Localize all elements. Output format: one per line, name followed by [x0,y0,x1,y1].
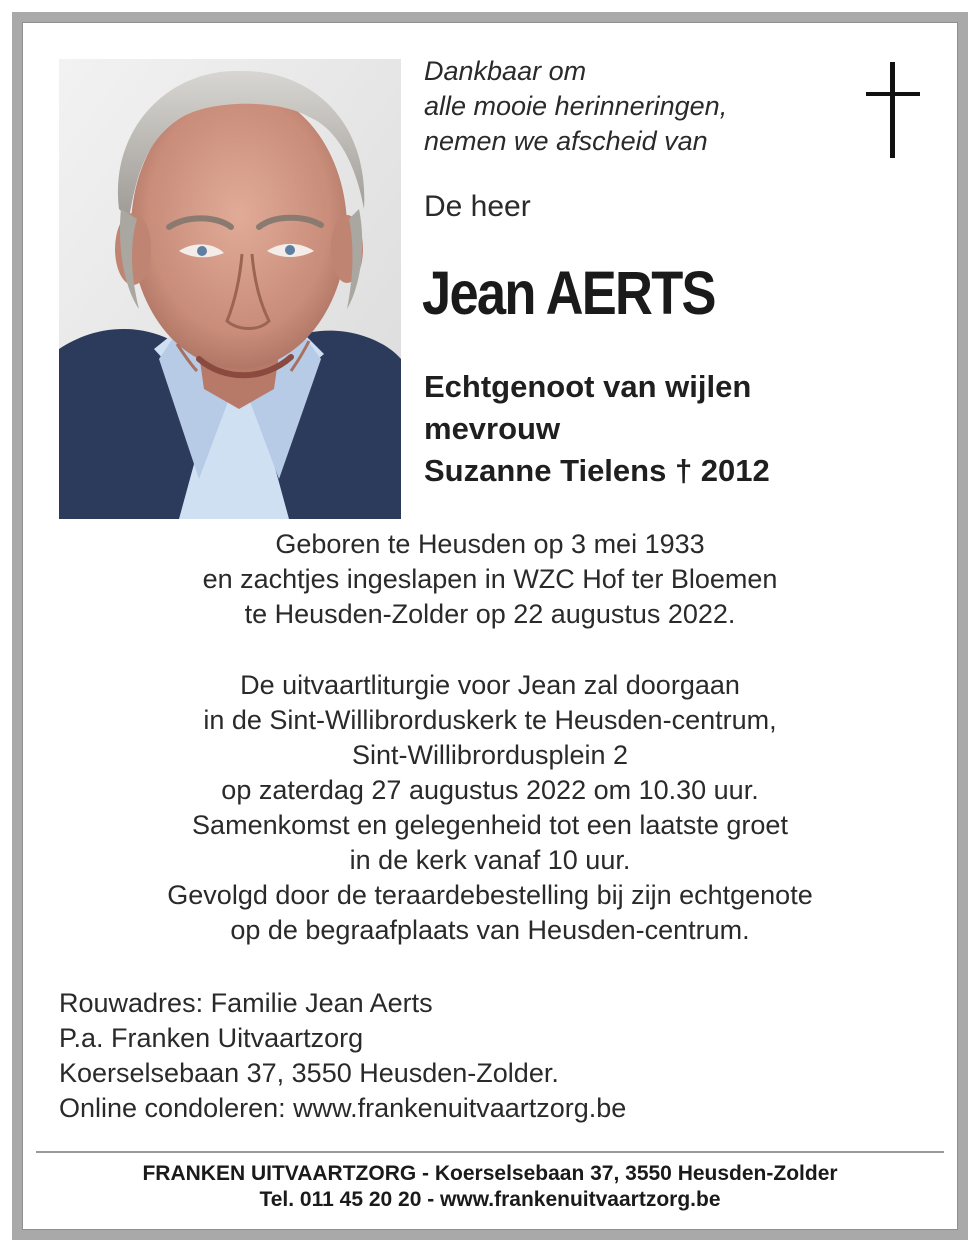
footer-line-1: FRANKEN UITVAARTZORG - Koerselsebaan 37, 3550 Heusden-Zolder [142,1162,838,1185]
spouse-line: Echtgenoot van wijlen [424,369,752,404]
birth-line: te Heusden-Zolder op 22 augustus 2022. [244,599,736,629]
spouse-line: Suzanne Tielens † 2012 [424,453,770,488]
birth-line: Geboren te Heusden op 3 mei 1933 [275,529,705,559]
intro-text [424,54,824,159]
funeral-line: in de kerk vanaf 10 uur. [349,845,631,875]
contact-info [59,986,626,1126]
funeral-line: Samenkomst en gelegenheid tot een laatste groet [192,810,788,840]
footer-line-2: Tel. 011 45 20 20 - www.frankenuitvaartzorg.be [259,1188,721,1211]
contact-line: Koerselsebaan 37, 3550 Heusden-Zolder. [59,1058,559,1088]
contact-line: P.a. Franken Uitvaartzorg [59,1023,364,1053]
birth-death-info [40,527,940,632]
funeral-line: Sint-Willibrordusplein 2 [351,740,629,770]
contact-line: Online condoleren: www.frankenuitvaartzorg.be [59,1093,627,1123]
spouse-line: mevrouw [424,411,561,446]
intro-line: Dankbaar om [424,56,587,86]
funeral-line: op de begraafplaats van Heusden-centrum. [230,915,750,945]
latin-cross-icon [864,62,924,167]
portrait-photo [59,59,401,519]
contact-line: Rouwadres: Familie Jean Aerts [59,988,433,1018]
funeral-line: op zaterdag 27 augustus 2022 om 10.30 uur. [221,775,759,805]
intro-line: nemen we afscheid van [424,126,708,156]
funeral-info [40,668,940,948]
funeral-line: De uitvaartliturgie voor Jean zal doorgaan [240,670,740,700]
deceased-name: Jean AERTS [422,259,715,327]
funeral-line: Gevolgd door de teraardebestelling bij zijn echtgenote [167,880,813,910]
footer-divider [36,1151,944,1153]
honorific: De heer [424,190,531,223]
spouse-info [424,366,770,492]
birth-line: en zachtjes ingeslapen in WZC Hof ter Bloemen [202,564,778,594]
intro-line: alle mooie herinneringen, [424,91,728,121]
funeral-line: in de Sint-Willibrorduskerk te Heusden-centrum, [203,705,777,735]
